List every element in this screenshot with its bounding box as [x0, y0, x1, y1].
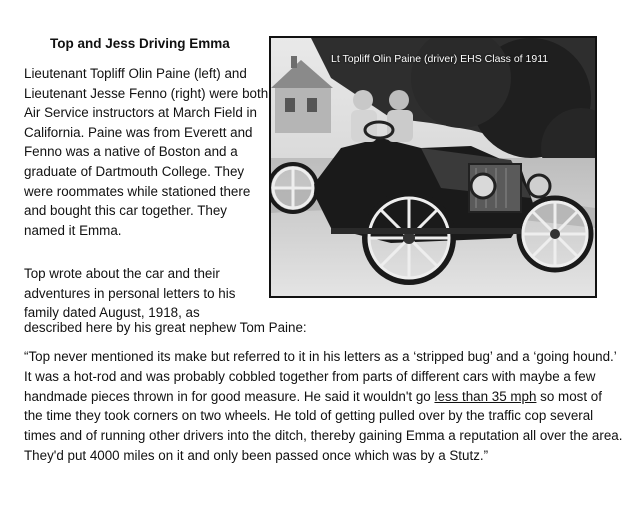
photo-caption: Lt Topliff Olin Paine (driver) EHS Class of 1911 [331, 53, 549, 65]
letters-paragraph: Top wrote about the car and their adventures in personal letters to his family dated August, 1918, as [24, 266, 236, 321]
car-photo-illustration [271, 38, 595, 296]
quote-text-start: “Top never mentioned its make but referred to it in his letters as a ‘stripped bug’ and a ‘going hound.’ It was a hot-rod and was probably cobbled together from parts of different cars with maybe a few handmade pieces thrown in for good measure. He said it wouldn't go [24, 349, 617, 404]
vintage-car-photo [269, 36, 597, 298]
intro-paragraph: Lieutenant Topliff Olin Paine (left) and Lieutenant Jesse Fenno (right) were both Air Service instructors at March Field in California. Paine was from Everett and Fenno was a native of Boston and a graduate of Dartmouth College. They were roommates while stationed there and bought this car together. They named it Emma. [24, 66, 269, 238]
quote-text-end: so most of the time they took corners on two wheels. He told of getting pulled over by the traffic cop several times and of running other drivers into the ditch, thereby gaining Emma a reputation all over the area. They'd put 4000 miles on it and only been passed once which was by a Stutz.” [24, 388, 623, 463]
letters-paragraph-tail: described here by his great nephew Tom Paine: [24, 320, 307, 335]
quote-underlined-speed: less than 35 mph [434, 388, 537, 404]
quote-paragraph [24, 347, 624, 466]
page-title: Top and Jess Driving Emma [50, 36, 230, 51]
